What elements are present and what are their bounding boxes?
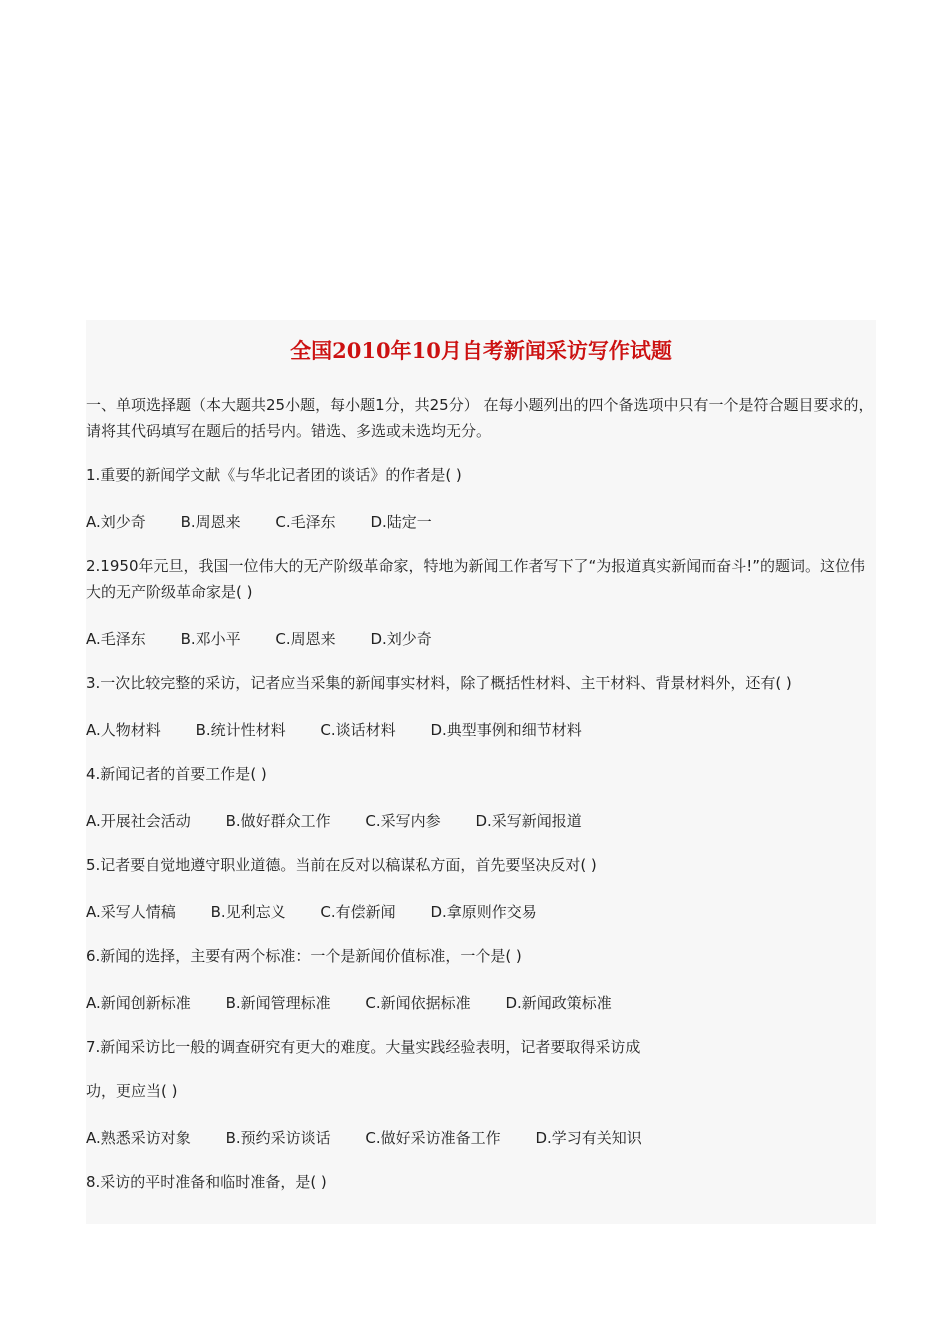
option-b: B.周恩来 bbox=[180, 513, 241, 531]
option-a: A.熟悉采访对象 bbox=[86, 1129, 191, 1147]
option-d: D.典型事例和细节材料 bbox=[430, 721, 582, 739]
option-a: A.新闻创新标准 bbox=[86, 994, 191, 1012]
option-b: B.预约采访谈话 bbox=[225, 1129, 331, 1147]
question-4: 4.新闻记者的首要工作是( ) bbox=[86, 765, 267, 783]
question-3: 3.一次比较完整的采访，记者应当采集的新闻事实材料，除了概括性材料、主干材料、背景材料外，还有( ) bbox=[86, 674, 792, 692]
option-d: D.采写新闻报道 bbox=[475, 812, 582, 830]
document-page bbox=[86, 320, 876, 1224]
option-b: B.新闻管理标准 bbox=[225, 994, 331, 1012]
question-4-options bbox=[86, 808, 876, 834]
question-8: 8.采访的平时准备和临时准备，是( ) bbox=[86, 1173, 327, 1191]
question-7-options bbox=[86, 1125, 876, 1151]
question-6: 6.新闻的选择，主要有两个标准：一个是新闻价值标准，一个是( ) bbox=[86, 947, 522, 965]
question-5-options bbox=[86, 899, 876, 925]
option-d: D.陆定一 bbox=[370, 513, 432, 531]
question-1: 1.重要的新闻学文献《与华北记者团的谈话》的作者是( ) bbox=[86, 466, 462, 484]
option-c: C.谈话材料 bbox=[320, 721, 396, 739]
question-5: 5.记者要自觉地遵守职业道德。当前在反对以稿谋私方面，首先要坚决反对( ) bbox=[86, 856, 597, 874]
option-c: C.新闻依据标准 bbox=[365, 994, 471, 1012]
option-d: D.学习有关知识 bbox=[535, 1129, 642, 1147]
option-c: C.周恩来 bbox=[275, 630, 336, 648]
option-a: A.人物材料 bbox=[86, 721, 161, 739]
option-a: A.刘少奇 bbox=[86, 513, 146, 531]
option-c: C.毛泽东 bbox=[275, 513, 336, 531]
option-b: B.邓小平 bbox=[180, 630, 241, 648]
option-c: C.采写内参 bbox=[365, 812, 441, 830]
document-title: 全国2010年10月自考新闻采访写作试题 bbox=[290, 338, 672, 363]
option-d: D.刘少奇 bbox=[370, 630, 432, 648]
option-b: B.统计性材料 bbox=[195, 721, 286, 739]
option-d: D.拿原则作交易 bbox=[430, 903, 537, 921]
option-b: B.见利忘义 bbox=[210, 903, 286, 921]
option-a: A.采写人情稿 bbox=[86, 903, 176, 921]
option-a: A.开展社会活动 bbox=[86, 812, 191, 830]
option-c: C.做好采访准备工作 bbox=[365, 1129, 501, 1147]
question-6-options bbox=[86, 990, 876, 1016]
question-2: 2.1950年元旦，我国一位伟大的无产阶级革命家，特地为新闻工作者写下了“为报道真实新闻而奋斗!”的题词。这位伟大的无产阶级革命家是( ) bbox=[86, 557, 866, 601]
option-a: A.毛泽东 bbox=[86, 630, 146, 648]
question-3-options bbox=[86, 717, 876, 743]
question-7-continued: 功，更应当( ) bbox=[86, 1082, 178, 1100]
question-1-options bbox=[86, 509, 876, 535]
option-c: C.有偿新闻 bbox=[320, 903, 396, 921]
option-b: B.做好群众工作 bbox=[225, 812, 331, 830]
question-2-options bbox=[86, 626, 876, 652]
section-instructions: 一、单项选择题（本大题共25小题，每小题1分，共25分） 在每小题列出的四个备选项中只有一个是符合题目要求的，请将其代码填写在题后的括号内。错选、多选或未选均无分。 bbox=[86, 396, 874, 440]
option-d: D.新闻政策标准 bbox=[505, 994, 612, 1012]
question-7: 7.新闻采访比一般的调查研究有更大的难度。大量实践经验表明，记者要取得采访成 bbox=[86, 1038, 641, 1056]
